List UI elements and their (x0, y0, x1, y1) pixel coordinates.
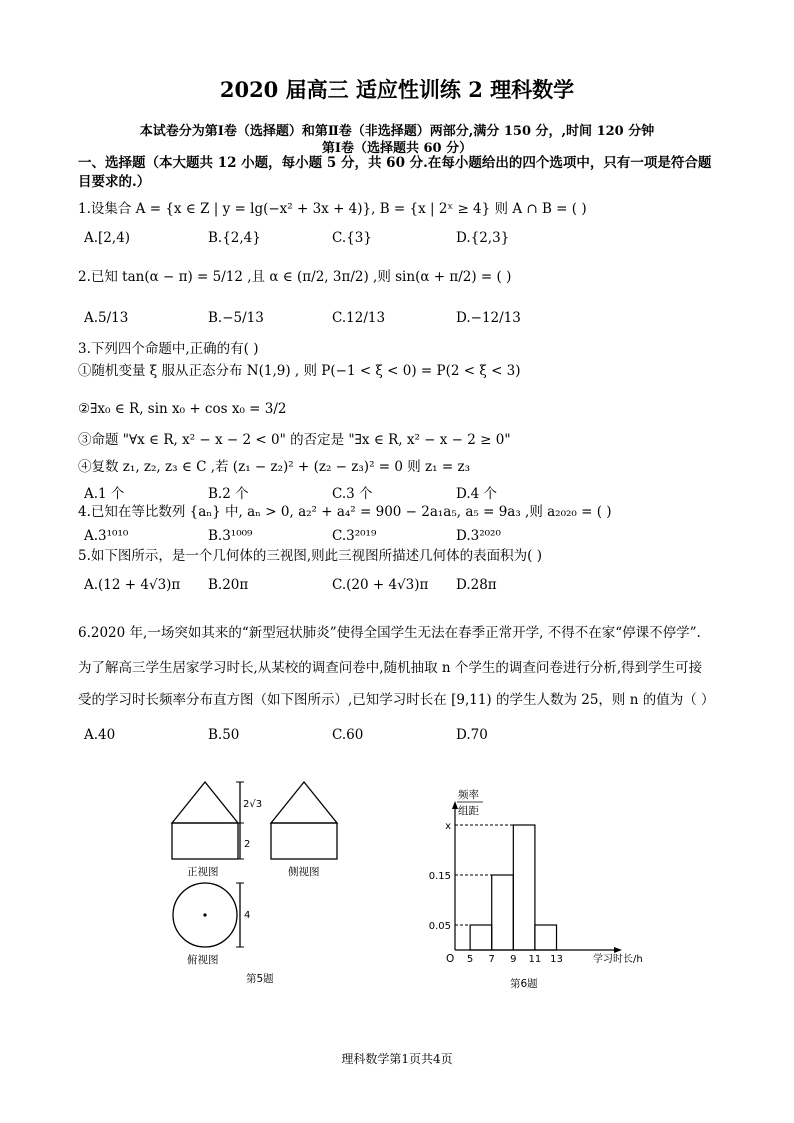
option-c: C.(20 + 4√3)π (332, 577, 429, 593)
section-heading-line2: 目要求的.） (78, 174, 151, 190)
question-1-options (84, 230, 580, 246)
question-4-stem: 4.已知在等比数列 {aₙ} 中, aₙ > 0, a₂² + a₄² = 900 − 2a₁a₅, a₅ = 9a₃ ,则 a₂₀₂₀ = ( ) (78, 504, 612, 520)
x-tick-label: 5 (466, 954, 474, 965)
part-one-title: 第Ⅰ卷（选择题共 60 分） (321, 141, 473, 156)
option-c: C.3²⁰¹⁹ (332, 528, 377, 544)
dim-label-mid: 2 (244, 839, 251, 850)
dim-label-circle: 4 (244, 910, 251, 921)
option-d: D.−12/13 (456, 310, 521, 326)
option-c: C.12/13 (332, 310, 386, 326)
option-a: A.[2,4) (84, 230, 131, 246)
question-5-stem: 5.如下图所示，是一个几何体的三视图,则此三视图所描述几何体的表面积为( ) (78, 548, 542, 564)
option-a: A.1 个 (84, 486, 125, 502)
question-3-statement-2: ②∃x₀ ∈ R, sin x₀ + cos x₀ = 3/2 (78, 401, 287, 417)
front-view-rect (172, 823, 238, 859)
option-b: B.−5/13 (208, 310, 264, 326)
section-heading-line1: 一、选择题（本大题共 12 小题，每小题 5 分，共 60 分.在每小题给出的四个选项中，只有一项是符合题 (78, 155, 712, 171)
question-3-statement-1: ①随机变量 ξ 服从正态分布 N(1,9) , 则 P(−1 < ξ < 0) = P(2 < ξ < 3) (78, 363, 521, 379)
question-5-options (84, 577, 580, 593)
question-4-options (84, 528, 580, 544)
question-3-statement-4: ④复数 z₁, z₂, z₃ ∈ C ,若 (z₁ − z₂)² + (z₂ − z₃)² = 0 则 z₁ = z₃ (78, 459, 470, 475)
question-3-statement-3: ③命题 "∀x ∈ R, x² − x − 2 < 0" 的否定是 "∃x ∈ R, x² − x − 2 ≥ 0" (78, 432, 511, 448)
side-view-triangle (271, 782, 337, 823)
question-6-options (84, 727, 580, 743)
exam-title: 2020 届高三 适应性训练 2 理科数学 (219, 77, 575, 102)
y-tick-label: 0.15 (428, 871, 451, 882)
x-axis-label: 学习时长/h (593, 954, 643, 965)
x-tick-label: 11 (528, 954, 542, 965)
option-d: D.4 个 (456, 486, 498, 502)
y-axis-label-top: 频率 (458, 789, 479, 801)
origin-label: O (446, 953, 455, 965)
option-a: A.3¹⁰¹⁰ (84, 528, 129, 544)
option-d: D.70 (456, 727, 488, 743)
question-2-stem: 2.已知 tan(α − π) = 5/12 ,且 α ∈ (π/2, 3π/2) ,则 sin(α + π/2) = ( ) (78, 269, 512, 285)
histogram-bar (513, 825, 535, 950)
x-axis-arrow (614, 947, 622, 953)
option-b: B.{2,4} (208, 230, 261, 246)
figure-5-caption: 第5题 (246, 973, 274, 985)
histogram-bar (492, 875, 514, 950)
question-6-line3: 受的学习时长频率分布直方图（如下图所示）,已知学习时长在 [9,11) 的学生人数为 25，则 n 的值为（ ） (78, 692, 715, 708)
histogram-bar (535, 925, 557, 950)
option-d: D.3²⁰²⁰ (456, 528, 501, 544)
option-c: C.{3} (332, 230, 372, 246)
histogram-bar (470, 925, 492, 950)
question-3-options (84, 482, 580, 502)
figure-6-caption: 第6题 (510, 978, 538, 990)
option-a: A.40 (84, 727, 116, 743)
option-d: D.{2,3} (456, 230, 510, 246)
option-c: C.3 个 (332, 486, 373, 502)
side-view-rect (271, 823, 337, 859)
x-tick-label: 13 (550, 954, 563, 965)
figure-5-three-views (160, 775, 360, 995)
front-view-label: 正视图 (187, 866, 219, 878)
question-2-options (84, 310, 580, 326)
side-view-label: 侧视图 (288, 866, 320, 878)
option-b: B.3¹⁰⁰⁹ (208, 528, 253, 544)
dim-label-top: 2√3 (243, 799, 263, 810)
option-b: B.50 (208, 727, 240, 743)
option-a: A.5/13 (84, 310, 129, 326)
question-3-stem: 3.下列四个命题中,正确的有( ) (78, 341, 259, 357)
front-view-triangle (172, 782, 238, 823)
center-dot (203, 913, 206, 916)
top-view-label: 俯视图 (187, 954, 219, 966)
y-tick-label: x (445, 821, 451, 832)
option-a: A.(12 + 4√3)π (84, 577, 181, 593)
question-6-line1: 6.2020 年,一场突如其来的“新型冠状肺炎”使得全国学生无法在春季正常开学, 不得不在家“停课不停学”. (78, 625, 701, 641)
question-1-stem: 1.设集合 A = {x ∈ Z | y = lg(−x² + 3x + 4)}, B = {x | 2ˣ ≥ 4} 则 A ∩ B = ( ) (78, 201, 587, 217)
question-6-line2: 为了解高三学生居家学习时长,从某校的调查问卷中,随机抽取 n 个学生的调查问卷进行分析,得到学生可接 (78, 660, 703, 676)
exam-info: 本试卷分为第Ⅰ卷（选择题）和第Ⅱ卷（非选择题）两部分,满分 150 分，,时间 120 分钟 (139, 124, 655, 139)
x-tick-label: 9 (510, 954, 517, 965)
option-d: D.28π (456, 577, 497, 593)
figure-6-histogram (410, 785, 680, 995)
page-footer: 理科数学第1页共4页 (341, 1052, 453, 1066)
option-b: B.2 个 (208, 486, 249, 502)
y-axis-label-bottom: 组距 (458, 805, 479, 817)
option-b: B.20π (208, 577, 249, 593)
x-tick-label: 7 (488, 954, 495, 965)
option-c: C.60 (332, 727, 364, 743)
y-tick-label: 0.05 (428, 921, 451, 932)
